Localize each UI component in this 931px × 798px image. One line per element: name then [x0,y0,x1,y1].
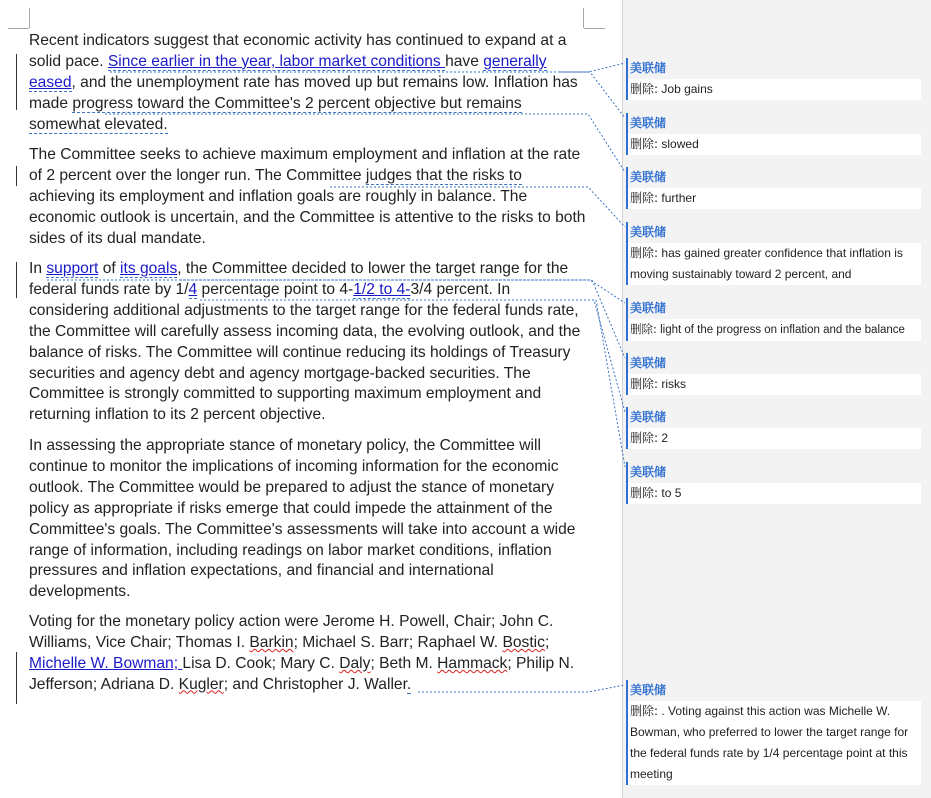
text-run: The Committee seeks to achieve maximum employment and inflation at the rate of 2 percent over the longer run. The Committee [29,146,581,184]
comment-body [628,374,921,395]
comment-body [628,243,921,285]
deleted-text: 2 [661,431,669,445]
change-bar [16,262,17,298]
text-run: ; Beth M. [370,654,438,672]
delete-label: 删除: [630,137,659,151]
comment-author: 美联储 [628,298,921,319]
inserted-text[interactable]: generally eased [29,52,547,91]
crop-mark-left-horizontal [8,28,29,29]
comment-balloon[interactable] [626,680,921,785]
paragraph-committee-goals[interactable] [29,145,589,250]
spelling-error[interactable]: Barkin [249,633,294,651]
delete-label: 删除: [630,322,657,336]
text-run: percentage point to 4- [197,280,354,298]
spelling-error[interactable]: Kugler [178,675,224,693]
comment-body [628,428,921,449]
spelling-error[interactable]: Daly [339,654,371,672]
text-run: progress toward the Committee's 2 percent objective but remains somewhat elevated. [29,94,522,133]
deleted-text: slowed [661,137,699,151]
delete-label: 删除: [630,191,659,205]
text-run: Voting for the monetary policy action were Jerome H. Powell, Chair; John C. Williams, Vice Chair; Thomas I. [29,613,554,651]
comment-author: 美联储 [628,353,921,374]
text-run: In assessing the appropriate stance of monetary policy, the Committee will continue to monitor the implications of incoming information for the economic outlook. The Committee would be prepared to adjust the stance of monetary policy as appropriate if risks emerge that could impede the attainment of the Committee's goals. The Committee's assessments will take into account a wide range of information, including readings on labor market conditions, inflation pressures and inflation expectations, and financial and international developments. [29,437,576,601]
spelling-error[interactable]: Hammack [437,654,508,672]
comment-author: 美联储 [628,407,921,428]
text-run: of [98,260,121,277]
comment-balloon[interactable] [626,407,921,449]
inserted-text[interactable]: 1/2 to 4- [353,280,411,298]
comment-body [628,79,921,100]
comment-balloon[interactable] [626,298,921,341]
comment-balloon[interactable] [626,167,921,209]
comment-body [628,134,921,155]
text-run: , and the unemployment rate has moved up but remains low. Inflation has made [29,73,578,112]
text-run: ; Philip N. Jefferson; Adriana D. [29,654,575,693]
text-run: 3/4 percent. In considering additional adjustments to the target range for the federal funds rate, the Committee will carefully assess incoming data, the evolving outlook, and the balance of risks. The Committee will continue reducing its holdings of Treasury securities and agency debt and agency mortgage-backed securities. The Committee is strongly committed to supporting maximum employment and returning inflation to its 2 percent objective. [29,280,581,424]
delete-label: 删除: [630,82,659,96]
text-run: ; and Christopher J. Waller [223,675,407,693]
change-bar [16,652,17,704]
text-run: Lisa D. Cook; Mary C. [182,654,340,672]
inserted-text[interactable]: 4 [188,280,198,298]
paragraph-voting[interactable] [29,612,589,696]
comment-body [628,188,921,209]
change-bar [16,54,17,110]
crop-mark-right-vertical [583,8,584,28]
comment-author: 美联储 [628,113,921,134]
deleted-text: risks [661,377,687,391]
comment-author: 美联储 [628,167,921,188]
crop-mark-left-vertical [29,8,30,28]
inserted-text[interactable]: support [46,260,99,277]
text-run: have [445,52,484,70]
paragraph-economic-activity[interactable] [29,31,589,136]
delete-label: 删除: [630,246,659,260]
delete-label: 删除: [630,431,659,445]
text-run: ; [544,633,550,651]
inserted-text[interactable]: its goals [120,260,178,277]
text-run: Recent indicators suggest that economic activity has continued to expand at a solid pace. [29,32,567,70]
paragraph-monetary-stance[interactable] [29,436,589,603]
text-run: judges that the risks to [365,166,522,184]
text-run: . [406,675,412,693]
comment-author: 美联储 [628,222,921,243]
deleted-text: . Voting against this action was Michelle W. Bowman, who preferred to lower the target range for the federal funds rate by 1/4 percentage point at this meeting [630,704,909,781]
comment-balloon[interactable] [626,113,921,155]
text-run: achieving its employment and inflation goals are roughly in balance. The economic outlook is uncertain, and the Committee is attentive to the risks to both sides of its dual mandate. [29,187,586,247]
comment-author: 美联储 [628,680,921,701]
comment-balloon[interactable] [626,353,921,395]
deleted-text: further [661,191,697,205]
comment-balloon[interactable] [626,222,921,285]
comment-body [628,483,921,504]
inserted-text[interactable]: Since earlier in the year, labor market conditions [107,52,446,70]
delete-label: 删除: [630,486,659,500]
comment-author: 美联储 [628,58,921,79]
deleted-text: Job gains [661,82,713,96]
text-run: In [29,260,47,277]
comment-balloon[interactable] [626,58,921,100]
crop-mark-right-horizontal [584,28,605,29]
deleted-text: has gained greater confidence that inflation is moving sustainably toward 2 percent, and [630,246,903,281]
comment-balloon[interactable] [626,462,921,504]
inserted-text[interactable]: Michelle W. Bowman; [29,654,183,672]
delete-label: 删除: [630,377,659,391]
comment-body [628,319,921,341]
change-bar [16,166,17,186]
text-run: ; Michael S. Barr; Raphael W. [293,633,503,651]
spelling-error[interactable]: Bostic [502,633,545,651]
deleted-text: light of the progress on inflation and the balance [660,324,905,336]
text-run: , the Committee decided to lower the target range for the federal funds rate by 1/ [29,260,569,298]
comment-author: 美联储 [628,462,921,483]
delete-label: 删除: [630,704,659,718]
comment-body [628,701,921,785]
paragraph-policy-decision[interactable] [29,259,589,426]
deleted-text: to 5 [661,486,682,500]
